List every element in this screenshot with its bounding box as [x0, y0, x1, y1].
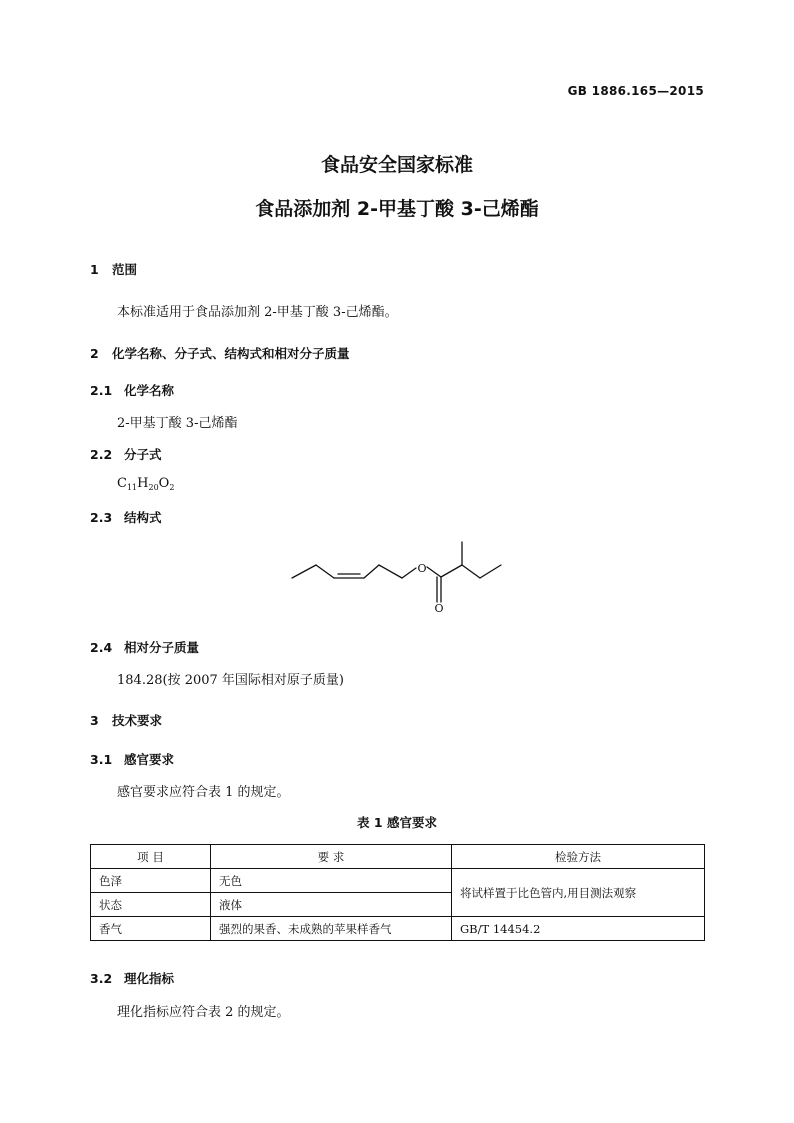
section-2-3-heading: [90, 508, 162, 526]
chemical-name: 2-甲基丁酸 3-己烯酯: [117, 416, 238, 431]
section-3-1-text: 感官要求应符合表 1 的规定。: [117, 785, 290, 800]
section-2-2-heading: [90, 445, 162, 463]
section-title: 技术要求: [112, 713, 163, 728]
column-header: 检验方法: [452, 845, 705, 869]
bond: [427, 567, 441, 577]
section-3-2-heading: [90, 969, 174, 987]
section-number: 1: [90, 262, 99, 277]
section-number: 3: [90, 713, 99, 728]
bond: [316, 565, 334, 578]
bond: [379, 565, 402, 578]
bond: [364, 565, 379, 578]
section-3-2-text: 理化指标应符合表 2 的规定。: [117, 1005, 290, 1020]
table-cell: 色泽: [91, 869, 211, 893]
section-title: 相对分子质量: [124, 640, 200, 655]
section-title: 化学名称、分子式、结构式和相对分子质量: [112, 346, 350, 361]
section-3-1-heading: [90, 750, 174, 768]
table-cell: 液体: [211, 893, 452, 917]
section-1-heading: [90, 260, 137, 278]
table-cell: 强烈的果香、未成熟的苹果样香气: [211, 917, 452, 941]
bond: [480, 565, 501, 578]
section-number: 2.2: [90, 447, 113, 462]
structural-formula-diagram: [280, 530, 520, 620]
table-cell: 状态: [91, 893, 211, 917]
section-number: 2.4: [90, 640, 113, 655]
oxygen-atom-label: O: [417, 562, 427, 575]
section-title: 分子式: [124, 447, 162, 462]
section-title: 化学名称: [124, 383, 175, 398]
molecular-mass-text: 184.28(按 2007 年国际相对原子质量): [117, 673, 344, 688]
section-title: 范围: [112, 262, 138, 277]
section-number: 2: [90, 346, 99, 361]
table-cell: 香气: [91, 917, 211, 941]
section-2-4-heading: [90, 638, 199, 656]
section-number: 2.3: [90, 510, 113, 525]
bond: [441, 565, 462, 577]
table-cell: 将试样置于比色管内,用目测法观察: [452, 869, 705, 917]
column-header: 要 求: [211, 845, 452, 869]
bond: [462, 565, 480, 578]
document-subtitle: 食品添加剂 2-甲基丁酸 3-己烯酯: [255, 198, 539, 220]
standard-code: GB 1886.165—2015: [567, 84, 704, 98]
section-number: 3.1: [90, 752, 113, 767]
table-row: [91, 917, 705, 941]
section-title: 感官要求: [124, 752, 175, 767]
section-2-1-heading: [90, 381, 174, 399]
section-1-text: 本标准适用于食品添加剂 2-甲基丁酸 3-己烯酯。: [117, 305, 398, 320]
sensory-requirements-table: [90, 844, 705, 941]
table-cell: 无色: [211, 869, 452, 893]
bond: [292, 565, 316, 578]
section-title: 结构式: [124, 510, 162, 525]
section-2-heading: [90, 344, 350, 362]
section-number: 3.2: [90, 971, 113, 986]
table-header-row: [91, 845, 705, 869]
section-3-heading: [90, 711, 162, 729]
section-number: 2.1: [90, 383, 113, 398]
molecular-formula: $C_{11}H_{20}O_2$: [117, 476, 175, 492]
table-caption: 表 1 感官要求: [357, 815, 437, 830]
section-title: 理化指标: [124, 971, 175, 986]
oxygen-atom-label: O: [434, 602, 444, 615]
bond: [402, 568, 416, 578]
table-row: [91, 869, 705, 893]
column-header: 项 目: [91, 845, 211, 869]
table-cell: GB/T 14454.2: [452, 917, 705, 941]
document-title: 食品安全国家标准: [320, 154, 473, 176]
